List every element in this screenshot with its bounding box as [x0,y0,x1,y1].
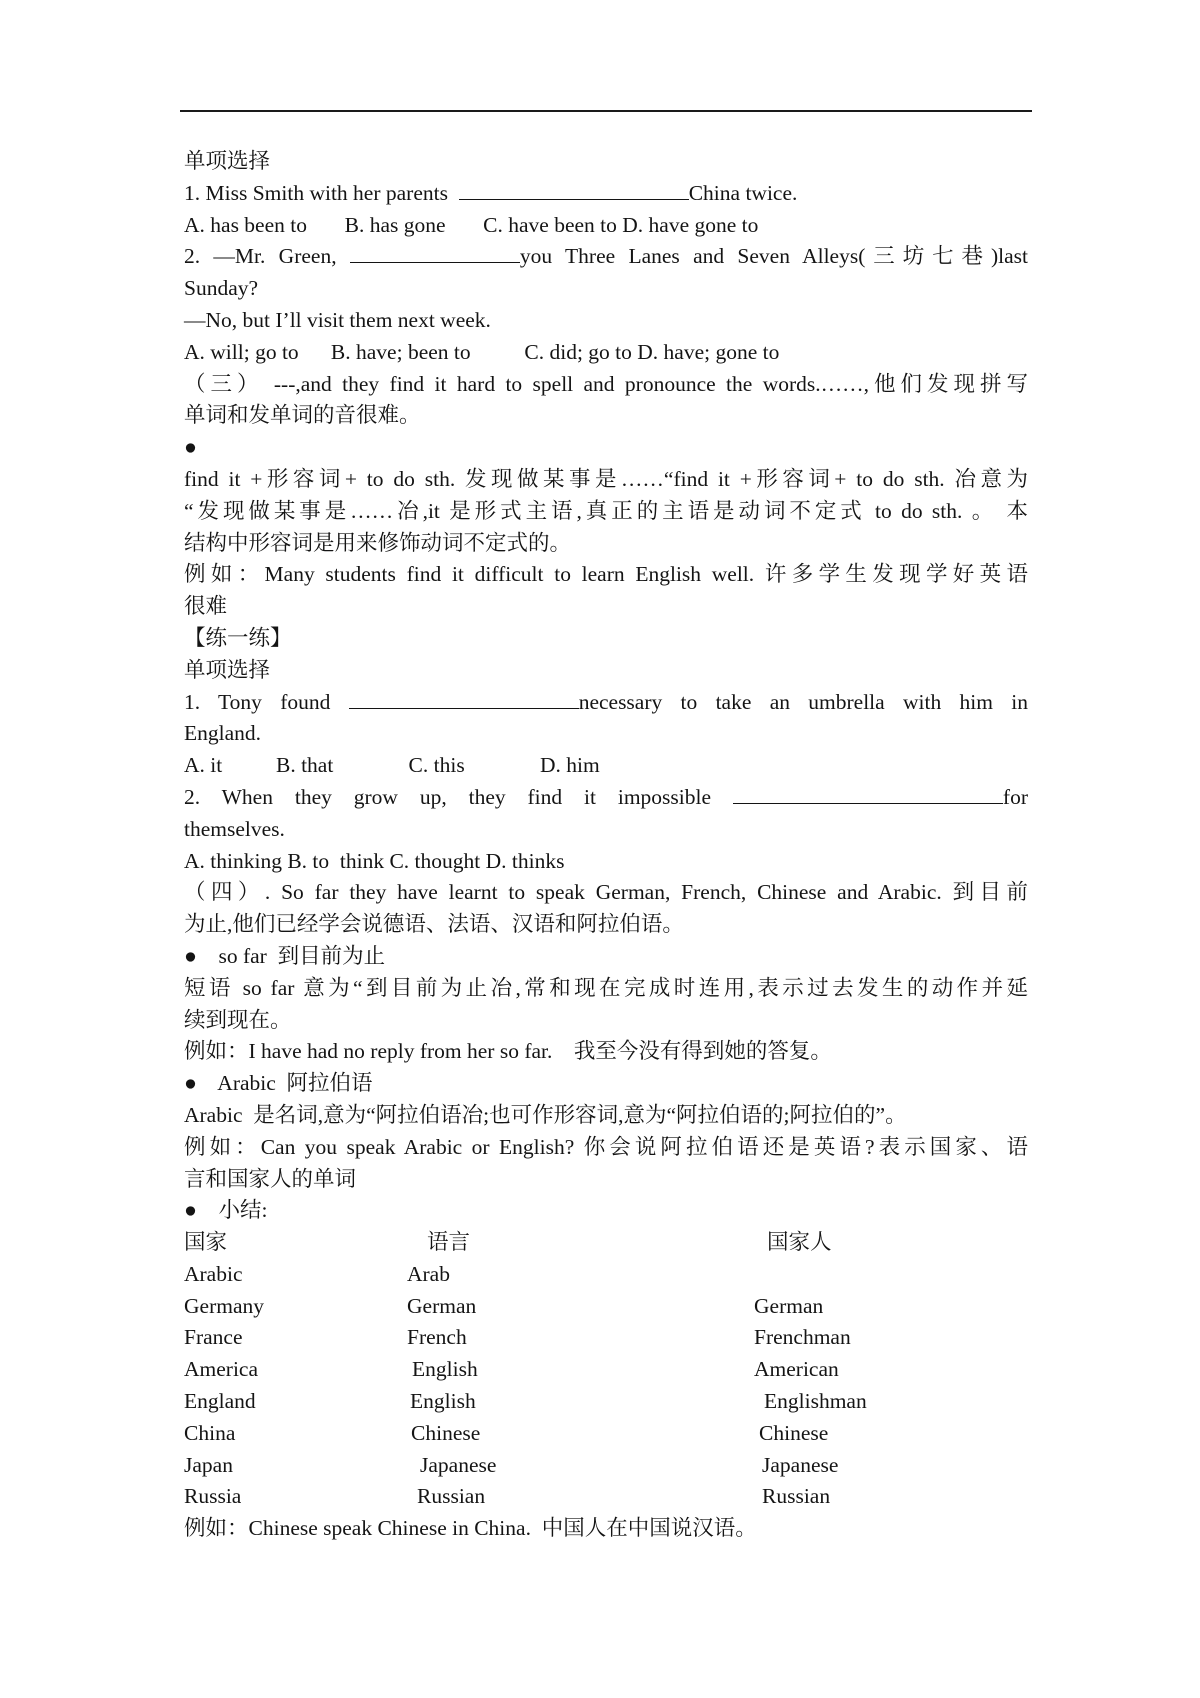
table-header-cell: 国家人 [767,1230,832,1255]
table-cell: Englishman [764,1389,867,1414]
line-segment: China twice. [688,180,798,205]
text-line: 例如：I have had no reply from her so far. 我至今没有得到她的答复。 [184,1039,832,1064]
text-line [184,178,1028,210]
table-cell: Chinese [411,1420,481,1445]
text-line: 结构中形容词是用来修饰动词不定式的。 [184,530,572,555]
answer-blank [349,688,579,709]
table-row [184,1322,1028,1354]
text-line: Arabic 是名词,意为“阿拉伯语冶;也可作形容词,意为“阿拉伯语的;阿拉伯的”。 [184,1102,907,1127]
table-cell: Japanese [420,1452,497,1477]
table-cell: Russian [762,1484,831,1509]
table-cell: American [754,1357,839,1382]
text-line: 为止,他们已经学会说德语、法语、汉语和阿拉伯语。 [184,912,684,937]
table-row [184,1450,1028,1482]
answer-blank [350,242,520,263]
text-line: A. will; go to B. have; been to C. did; go to D. have; gone to [184,339,780,364]
text-line: ● Arabic 阿拉伯语 [184,1071,373,1096]
text-line: 短语 so far 意为“到目前为止冶,常和现在完成时连用,表示过去发生的动作并延 [184,975,1028,1000]
text-line [184,782,1028,814]
table-cell: Japanese [762,1452,839,1477]
text-line: 单词和发单词的音很难。 [184,403,421,428]
table-cell: Japan [184,1452,233,1477]
text-line [184,687,1028,719]
table-cell: Arab [407,1261,450,1286]
text-line: 例如：Can you speak Arabic or English? 你会说阿拉伯语还是英语?表示国家、语 [184,1134,1028,1159]
text-line: A. thinking B. to think C. thought D. thinks [184,848,565,873]
document-body [184,146,1028,1545]
table-row [184,1418,1028,1450]
text-line: （三） ---,and they find it hard to spell and pronounce the words.……,他们发现拼写 [184,371,1028,396]
table-row [184,1481,1028,1513]
text-line: A. it B. that C. this D. him [184,753,600,778]
text-line [184,241,1028,273]
table-header-cell: 语言 [427,1230,471,1255]
table-cell: Chinese [759,1420,829,1445]
summary-table [184,1227,1028,1513]
text-line: —No, but I’ll visit them next week. [184,307,491,332]
text-line: 【练一练】 [184,625,292,650]
table-row [184,1259,1028,1291]
table-cell: Germany [184,1293,264,1318]
table-cell: English [410,1389,476,1414]
text-line: “发现做某事是……冶,it 是形式主语,真正的主语是动词不定式 to do sth. 。 本 [184,498,1028,523]
text-line: ● 小结: [184,1198,268,1223]
text-line: （四）. So far they have learnt to speak German, French, Chinese and Arabic. 到目前 [184,880,1028,905]
line-segment: 1. Tony found [184,689,349,714]
table-header-cell: 国家 [184,1230,228,1255]
line-segment: for [1002,784,1028,809]
line-segment: 1. Miss Smith with her parents [184,180,459,205]
table-cell: Frenchman [754,1325,851,1350]
text-line: ● so far 到目前为止 [184,943,386,968]
table-cell: Russian [417,1484,486,1509]
table-cell: England [184,1389,256,1414]
table-cell: Arabic [184,1261,243,1286]
header-rule [180,110,1032,112]
text-line: Sunday? [184,276,259,301]
table-row [184,1386,1028,1418]
text-line: find it +形容词+ to do sth. 发现做某事是……“find it +形容词+ to do sth. 冶意为 [184,466,1028,491]
text-line: 单项选择 [184,657,271,682]
answer-blank [733,783,1003,804]
table-cell: Russia [184,1484,242,1509]
text-line: 例如：Many students find it difficult to learn English well. 许多学生发现学好英语 [184,562,1028,587]
answer-blank [459,179,689,200]
text-line: themselves. [184,816,285,841]
table-cell: America [184,1357,259,1382]
table-cell: English [412,1357,478,1382]
table-row [184,1291,1028,1323]
table-cell: German [754,1293,824,1318]
text-line: 续到现在。 [184,1007,292,1032]
table-header-row [184,1227,1028,1259]
table-cell: China [184,1420,236,1445]
text-line: A. has been to B. has gone C. have been to D. have gone to [184,212,759,237]
line-segment: 2. When they grow up, they find it impossible [184,784,733,809]
text-line: England. [184,721,262,746]
footer-example: 例如：Chinese speak Chinese in China. 中国人在中国说汉语。 [184,1516,757,1541]
text-line: 很难 [184,594,228,619]
table-row [184,1354,1028,1386]
line-segment: 2. —Mr. Green, [184,244,350,269]
text-line: ● [184,435,197,460]
line-segment: you Three Lanes and Seven Alleys(三坊七巷)last [519,244,1028,269]
text-line: 言和国家人的单词 [184,1166,357,1191]
line-segment: necessary to take an umbrella with him in [578,689,1028,714]
table-cell: France [184,1325,243,1350]
text-line: 单项选择 [184,149,271,173]
table-cell: French [407,1325,467,1350]
text-lines [184,146,1028,1227]
table-cell: German [407,1293,477,1318]
